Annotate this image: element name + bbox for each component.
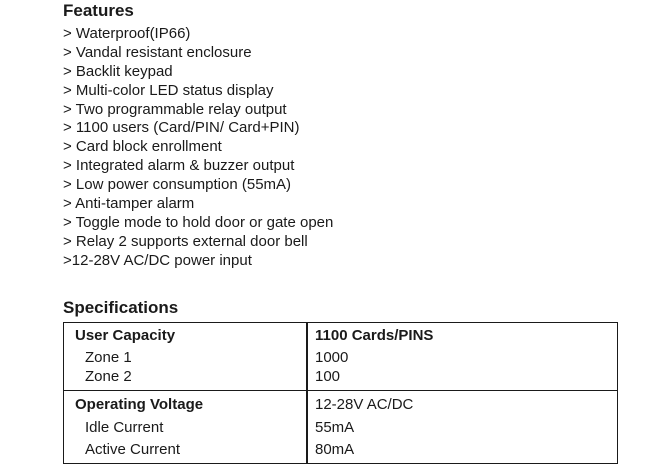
spec-label-active-current: Active Current	[85, 441, 181, 458]
spec-label-user-capacity: User Capacity	[75, 327, 176, 344]
feature-item: > Backlit keypad	[63, 62, 173, 80]
features-title: Features	[63, 1, 134, 20]
spec-value-active-current: 80mA	[315, 441, 355, 458]
spec-label-zone-1: Zone 1	[85, 349, 132, 366]
specifications-title: Specifications	[63, 298, 179, 317]
feature-item: > Two programmable relay output	[63, 100, 287, 118]
feature-item: > Vandal resistant enclosure	[63, 43, 252, 61]
spec-group-user-capacity	[64, 323, 617, 391]
specifications-table	[63, 322, 618, 464]
spec-group-operating-voltage	[64, 391, 617, 463]
column-divider	[306, 323, 308, 390]
spec-value-operating-voltage: 12-28V AC/DC	[315, 396, 414, 413]
column-divider	[306, 391, 308, 463]
spec-value-user-capacity: 1100 Cards/PINS	[315, 327, 434, 344]
feature-item: > Multi-color LED status display	[63, 81, 274, 99]
spec-label-idle-current: Idle Current	[85, 419, 164, 436]
feature-item: > Toggle mode to hold door or gate open	[63, 213, 334, 231]
feature-item: > Waterproof(IP66)	[63, 25, 191, 42]
feature-list	[63, 25, 333, 271]
feature-item: > Card block enrollment	[63, 138, 222, 156]
spec-label-operating-voltage: Operating Voltage	[75, 396, 204, 413]
spec-label-zone-2: Zone 2	[85, 368, 132, 385]
spec-value-idle-current: 55mA	[315, 419, 355, 436]
feature-item: > Anti-tamper alarm	[63, 195, 195, 213]
feature-item: >12-28V AC/DC power input	[63, 251, 252, 269]
feature-item: > 1100 users (Card/PIN/ Card+PIN)	[63, 119, 300, 137]
spec-value-zone-2: 100	[315, 368, 341, 385]
spec-value-zone-1: 1000	[315, 349, 349, 366]
feature-item: > Integrated alarm & buzzer output	[63, 157, 295, 175]
feature-item: > Relay 2 supports external door bell	[63, 232, 308, 250]
feature-item: > Low power consumption (55mA)	[63, 176, 292, 194]
